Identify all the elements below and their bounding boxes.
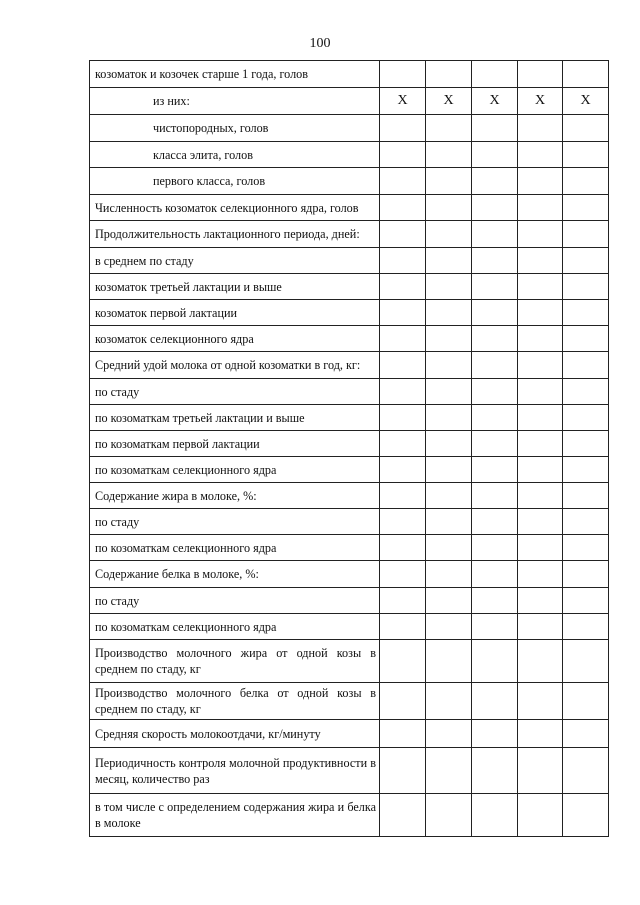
table-cell	[426, 640, 472, 683]
table-cell	[426, 535, 472, 561]
table-row	[90, 748, 609, 794]
table-cell	[380, 274, 426, 300]
row-label: первого класса, голов	[90, 168, 380, 195]
table-cell	[472, 561, 518, 588]
table-row	[90, 431, 609, 457]
row-label: Содержание жира в молоке, %:	[90, 483, 380, 509]
table-cell	[518, 115, 563, 142]
row-label: Содержание белка в молоке, %:	[90, 561, 380, 588]
table-cell	[563, 115, 609, 142]
table-cell	[472, 168, 518, 195]
table-cell	[563, 352, 609, 379]
table-row	[90, 274, 609, 300]
table-cell	[380, 535, 426, 561]
table-cell	[380, 352, 426, 379]
table-cell	[380, 748, 426, 794]
table-cell	[380, 379, 426, 405]
row-label: класса элита, голов	[90, 142, 380, 168]
row-label: по козоматкам селекционного ядра	[90, 535, 380, 561]
table-cell	[380, 509, 426, 535]
table-cell	[472, 379, 518, 405]
table-cell	[426, 195, 472, 221]
table-cell	[426, 794, 472, 837]
table-cell	[472, 640, 518, 683]
table-cell	[426, 588, 472, 614]
table-cell	[426, 221, 472, 248]
table-cell	[380, 248, 426, 274]
table-cell	[518, 535, 563, 561]
table-cell	[380, 683, 426, 720]
table-cell	[563, 748, 609, 794]
table-cell	[380, 61, 426, 88]
table-cell	[380, 720, 426, 748]
table-cell	[426, 379, 472, 405]
table-cell	[380, 794, 426, 837]
table-cell	[518, 483, 563, 509]
row-label: из них:	[90, 88, 380, 115]
table-cell	[518, 509, 563, 535]
table-cell	[563, 379, 609, 405]
table-cell	[426, 748, 472, 794]
table-cell: Х	[426, 88, 472, 115]
row-label: козоматок третьей лактации и выше	[90, 274, 380, 300]
table-cell	[563, 683, 609, 720]
table-cell	[472, 794, 518, 837]
table-cell	[426, 561, 472, 588]
table-cell	[563, 248, 609, 274]
table-cell	[518, 431, 563, 457]
table-cell	[518, 614, 563, 640]
table-cell	[380, 326, 426, 352]
table-cell	[563, 457, 609, 483]
table-row	[90, 720, 609, 748]
table-cell	[518, 352, 563, 379]
table-row	[90, 115, 609, 142]
table-cell	[426, 61, 472, 88]
table-cell	[563, 274, 609, 300]
row-label: в том числе с определением содержания жира и белка в молоке	[90, 794, 380, 837]
data-table	[89, 60, 609, 837]
table-cell	[518, 61, 563, 88]
table-cell	[426, 483, 472, 509]
table-cell	[563, 326, 609, 352]
row-label: по козоматкам селекционного ядра	[90, 614, 380, 640]
table-cell	[563, 221, 609, 248]
table-row	[90, 61, 609, 88]
table-cell	[426, 431, 472, 457]
table-row	[90, 195, 609, 221]
table-row	[90, 457, 609, 483]
table-cell	[518, 561, 563, 588]
table-row	[90, 326, 609, 352]
table-cell	[380, 588, 426, 614]
table-cell	[472, 748, 518, 794]
table-cell	[426, 405, 472, 431]
table-cell	[472, 588, 518, 614]
table-cell	[380, 640, 426, 683]
table-row	[90, 142, 609, 168]
table-cell	[472, 457, 518, 483]
row-label: Средняя скорость молокоотдачи, кг/минуту	[90, 720, 380, 748]
row-label: козоматок первой лактации	[90, 300, 380, 326]
table-cell	[426, 168, 472, 195]
table-cell	[563, 588, 609, 614]
table-cell	[472, 61, 518, 88]
table-cell	[563, 561, 609, 588]
table-cell	[518, 326, 563, 352]
table-cell	[426, 326, 472, 352]
table-row	[90, 405, 609, 431]
table-cell	[563, 195, 609, 221]
table-cell	[518, 748, 563, 794]
table-cell	[380, 405, 426, 431]
table-cell	[426, 300, 472, 326]
table-cell	[426, 274, 472, 300]
table-cell: Х	[563, 88, 609, 115]
table-row	[90, 561, 609, 588]
table-cell	[518, 274, 563, 300]
table-cell	[563, 794, 609, 837]
table-cell	[426, 142, 472, 168]
row-label: по козоматкам третьей лактации и выше	[90, 405, 380, 431]
table-cell	[426, 509, 472, 535]
table-cell	[426, 457, 472, 483]
table-cell	[472, 614, 518, 640]
table-cell	[472, 195, 518, 221]
table-cell	[518, 683, 563, 720]
table-cell	[472, 405, 518, 431]
table-row	[90, 88, 609, 115]
table-cell	[563, 405, 609, 431]
table-cell	[472, 720, 518, 748]
row-label: чистопородных, голов	[90, 115, 380, 142]
table-row	[90, 535, 609, 561]
table-row	[90, 794, 609, 837]
table-cell	[563, 720, 609, 748]
table-cell	[518, 720, 563, 748]
table-cell	[426, 115, 472, 142]
table-cell	[563, 509, 609, 535]
table-cell	[426, 720, 472, 748]
row-label: по козоматкам первой лактации	[90, 431, 380, 457]
table-cell	[563, 431, 609, 457]
row-label: Производство молочного белка от одной козы в среднем по стаду, кг	[90, 683, 380, 720]
table-cell	[518, 300, 563, 326]
table-cell	[563, 640, 609, 683]
table-cell	[380, 483, 426, 509]
table-cell	[563, 142, 609, 168]
row-label: Производство молочного жира от одной козы в среднем по стаду, кг	[90, 640, 380, 683]
table-cell	[518, 248, 563, 274]
table-row	[90, 640, 609, 683]
row-label: по козоматкам селекционного ядра	[90, 457, 380, 483]
table-cell	[472, 683, 518, 720]
table-cell	[518, 588, 563, 614]
table-cell	[563, 168, 609, 195]
table-row	[90, 614, 609, 640]
table-cell	[563, 300, 609, 326]
table-cell	[472, 248, 518, 274]
table-cell	[518, 405, 563, 431]
row-label: по стаду	[90, 509, 380, 535]
table-row	[90, 248, 609, 274]
page-number: 100	[309, 36, 331, 51]
table-row	[90, 352, 609, 379]
table-cell	[563, 483, 609, 509]
table-cell	[472, 142, 518, 168]
table-cell	[472, 221, 518, 248]
table-cell	[380, 142, 426, 168]
table-cell	[380, 195, 426, 221]
table-cell	[563, 535, 609, 561]
row-label: Численность козоматок селекционного ядра, голов	[90, 195, 380, 221]
table-cell	[472, 535, 518, 561]
row-label: в среднем по стаду	[90, 248, 380, 274]
table-cell	[518, 457, 563, 483]
table-cell	[518, 195, 563, 221]
row-label: Периодичность контроля молочной продуктивности в месяц, количество раз	[90, 748, 380, 794]
table-cell	[380, 614, 426, 640]
row-label: козоматок селекционного ядра	[90, 326, 380, 352]
table-cell	[472, 326, 518, 352]
table-row	[90, 300, 609, 326]
table-cell	[518, 640, 563, 683]
table-row	[90, 588, 609, 614]
table-cell	[380, 561, 426, 588]
row-label: по стаду	[90, 379, 380, 405]
table-cell	[472, 274, 518, 300]
table-row	[90, 483, 609, 509]
table-cell	[426, 614, 472, 640]
table-cell	[426, 352, 472, 379]
row-label: козоматок и козочек старше 1 года, голов	[90, 61, 380, 88]
table-row	[90, 221, 609, 248]
table-cell	[426, 683, 472, 720]
table-cell	[472, 509, 518, 535]
table-cell: Х	[518, 88, 563, 115]
table-cell	[426, 248, 472, 274]
table-cell	[518, 794, 563, 837]
table-cell	[380, 457, 426, 483]
table-row	[90, 509, 609, 535]
table-row	[90, 379, 609, 405]
table-cell	[472, 300, 518, 326]
table-cell	[380, 431, 426, 457]
table-cell	[472, 115, 518, 142]
table-cell	[472, 352, 518, 379]
row-label: Средний удой молока от одной козоматки в год, кг:	[90, 352, 380, 379]
table-cell	[563, 61, 609, 88]
table-cell	[563, 614, 609, 640]
table-cell	[472, 431, 518, 457]
table-cell	[518, 379, 563, 405]
table-cell	[472, 483, 518, 509]
table-cell	[380, 221, 426, 248]
table-cell	[518, 168, 563, 195]
table-cell	[518, 142, 563, 168]
table-cell: Х	[472, 88, 518, 115]
table-cell	[380, 115, 426, 142]
row-label: Продолжительность лактационного периода, дней:	[90, 221, 380, 248]
table-row	[90, 683, 609, 720]
table-row	[90, 168, 609, 195]
table-cell	[380, 300, 426, 326]
table-cell	[518, 221, 563, 248]
table-cell	[380, 168, 426, 195]
row-label: по стаду	[90, 588, 380, 614]
table-cell: Х	[380, 88, 426, 115]
